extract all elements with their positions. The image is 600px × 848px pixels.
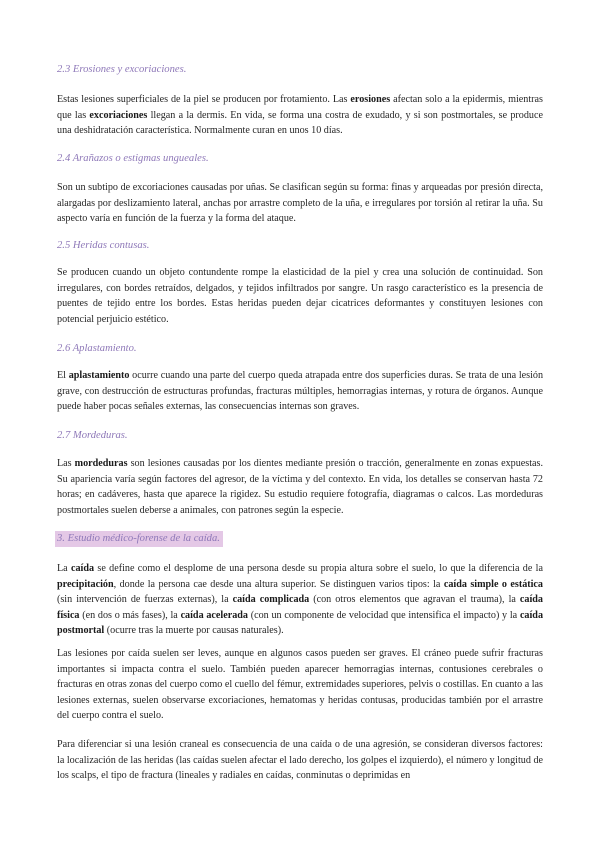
paragraph-heridas-contusas: Se producen cuando un objeto contundente rompe la elasticidad de la piel y crea una solución de continuidad. Son irregulares, con bordes retraídos, delgados, y tejidos infiltrados por sangre. Un rasgo característico es la presencia de puentes de tejido entre los bordes. Estas heridas pueden dejar cicatrices deformantes y constituyen lesiones con potencial perjuicio estético.	[57, 267, 543, 325]
section-heading-2-6: 2.6 Aplastamiento.	[57, 343, 137, 354]
section-heading-3-highlighted: 3. Estudio médico-forense de la caída.	[55, 531, 223, 547]
paragraph-aplastamiento: El aplastamiento ocurre cuando una parte del cuerpo queda atrapada entre dos superficies duras. Se trata de una lesión grave, con destrucción de estructuras profundas, fracturas múltiples, hemorragias internas, y rotura de órganos. Aunque puede haber pocas señales externas, las consecuencias internas son graves.	[57, 370, 544, 413]
paragraph-erosiones: Estas lesiones superficiales de la piel se producen por frotamiento. Las erosiones afectan solo a la epidermis, mientras que las excoriaciones llegan a la dermis. En vida, se forma una costra de exudado, y si son postmortales, se produce una deshidratación característica. Normalmente curan en unos 10 días.	[57, 94, 543, 137]
paragraph-aranazos: Son un subtipo de excoriaciones causadas por uñas. Se clasifican según su forma: finas y arqueadas por presión directa, alargadas por deslizamiento lateral, anchas por arrastre completo de la uña, e irregulares por torsión al retirar la uña. Su aspecto varía en función de la fuerza y la forma del ataque.	[57, 182, 543, 225]
section-heading-2-4: 2.4 Arañazos o estigmas ungueales.	[57, 153, 209, 164]
section-heading-2-5: 2.5 Heridas contusas.	[57, 240, 150, 251]
paragraph-mordeduras: Las mordeduras son lesiones causadas por los dientes mediante presión o tracción, generalmente en zonas expuestas. Su apariencia varía según factores del agresor, de la víctima y del contexto. En vida, los detalles se conservan hasta 72 horas; en cadáveres, hasta que aparece la rigidez. Su estudio requiere fotografía, diagramas o calcos. Las mordeduras postmortales suelen deberse a animales, con patrones según la especie.	[57, 458, 543, 516]
section-heading-2-7: 2.7 Mordeduras.	[57, 430, 128, 441]
paragraph-diferenciacion-lesion: Para diferenciar si una lesión craneal es consecuencia de una caída o de una agresión, se consideran diversos factores: la localización de las heridas (las caídas suelen afectar el lado derecho, los golpes el izquierdo), el número y longitud de los scalps, el tipo de fractura (lineales y radiales en caídas, conminutas o deprimidas en	[57, 739, 543, 782]
paragraph-caida-definicion: La caída se define como el desplome de una persona desde su propia altura sobre el suelo, lo que la diferencia de la precipitación, donde la persona cae desde una altura superior. Se distinguen varios tipos: la caída simple o estática (sin intervención de fuerzas externas), la caída complicada (con otros elementos que agravan el trauma), la caída física (en dos o más fases), la caída acelerada (con un componente de velocidad que intensifica el impacto) y la caída postmortal (ocurre tras la muerte por causas naturales).	[57, 563, 544, 637]
section-heading-2-3: 2.3 Erosiones y excoriaciones.	[57, 64, 187, 75]
paragraph-lesiones-caida: Las lesiones por caída suelen ser leves, aunque en algunos casos pueden ser graves. El cráneo puede sufrir fracturas importantes si impacta contra el suelo. También pueden aparecer hemorragias internas, contusiones cerebrales o fracturas en otras zonas del cuerpo como el cuello del fémur, extremidades superiores, pelvis o costillas. En cuanto a las lesiones externas, suelen observarse excoriaciones, hematomas y heridas contusas, producidas también por el arrastre del cuerpo contra el suelo.	[57, 648, 543, 722]
